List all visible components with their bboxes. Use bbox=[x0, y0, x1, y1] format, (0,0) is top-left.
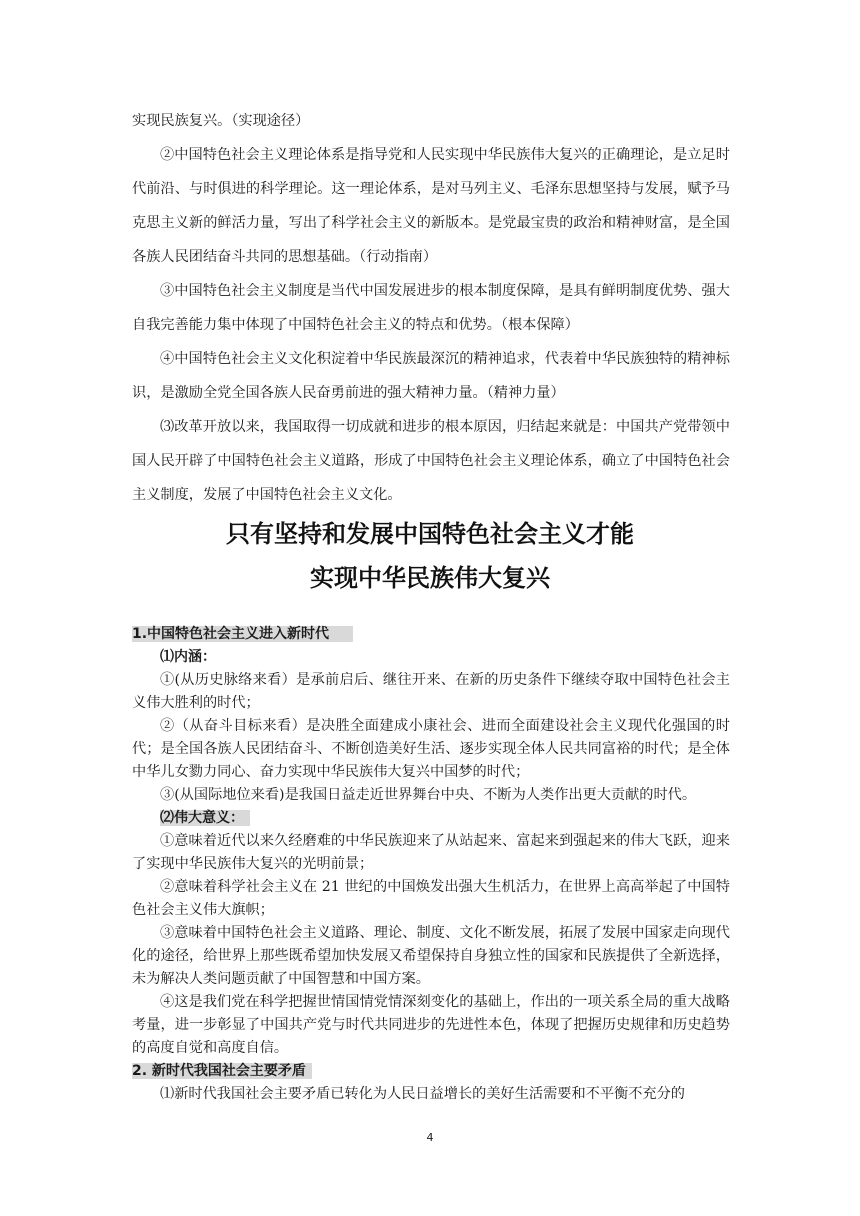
connotation-item-2: ②（从奋斗目标来看）是决胜全面建成小康社会、进而全面建设社会主义现代化强国的时代；是全国各族人民团结奋斗、不断创造美好生活、逐步实现全体人民共同富裕的时代；是全体中华儿女勠力同心、奋力实现中华民族伟大复兴中国梦的时代； bbox=[132, 718, 730, 780]
paragraph-continuation: 实现民族复兴。（实现途径） bbox=[132, 113, 310, 129]
paragraph-culture: ④中国特色社会主义文化积淀着中华民族最深沉的精神追求，代表着中华民族独特的精神标识，是激励全党全国各族人民奋勇前进的强大精神力量。（精神力量） bbox=[132, 351, 730, 401]
significance-item-4: ④这是我们党在科学把握世情国情党情深刻变化的基础上，作出的一项关系全局的重大战略考量，进一步彰显了中国共产党与时代共同进步的先进性本色，体现了把握历史规律和历史趋势的高度自觉和高度自信。 bbox=[132, 994, 730, 1056]
connotation-item-1: ①(从历史脉络来看）是承前启后、继往开来、在新的历史条件下继续夺取中国特色社会主义伟大胜利的时代； bbox=[132, 672, 730, 711]
connotation-item-3: ③(从国际地位来看)是我国日益走近世界舞台中央、不断为人类作出更大贡献的时代。 bbox=[160, 787, 697, 803]
significance-item-2: ②意味着科学社会主义在 21 世纪的中国焕发出强大生机活力，在世界上高高举起了中国特色社会主义伟大旗帜； bbox=[132, 879, 730, 918]
page-number: 4 bbox=[426, 1131, 434, 1144]
paragraph-reform-opening: ⑶改革开放以来，我国取得一切成就和进步的根本原因，归结起来就是：中国共产党带领中国人民开辟了中国特色社会主义道路，形成了中国特色社会主义理论体系，确立了中国特色社会主义制度，发展了中国特色社会主义文化。 bbox=[132, 419, 730, 503]
top-section bbox=[132, 104, 730, 512]
heading-main-contradiction: 2. 新时代我国社会主要矛盾 bbox=[132, 1063, 312, 1079]
section-1 bbox=[132, 623, 730, 1106]
significance-item-1: ①意味着近代以来久经磨难的中华民族迎来了从站起来、富起来到强起来的伟大飞跃，迎来了实现中华民族伟大复兴的光明前景； bbox=[132, 833, 730, 872]
contradiction-item-1: ⑴新时代我国社会主要矛盾已转化为人民日益增长的美好生活需要和不平衡不充分的 bbox=[160, 1086, 685, 1102]
paragraph-theory-system: ②中国特色社会主义理论体系是指导党和人民实现中华民族伟大复兴的正确理论，是立足时代前沿、与时俱进的科学理论。这一理论体系，是对马列主义、毛泽东思想坚持与发展，赋予马克思主义新的鲜活力量，写出了科学社会主义的新版本。是党最宝贵的政治和精神财富，是全国各族人民团结奋斗共同的思想基础。（行动指南） bbox=[132, 147, 730, 265]
heading-new-era: 1.中国特色社会主义进入新时代 bbox=[132, 626, 353, 642]
section-title-line-1: 只有坚持和发展中国特色社会主义才能 bbox=[226, 520, 634, 548]
subheading-connotation: ⑴内涵： bbox=[160, 649, 216, 665]
paragraph-institution: ③中国特色社会主义制度是当代中国发展进步的根本制度保障，是具有鲜明制度优势、强大自我完善能力集中体现了中国特色社会主义的特点和优势。（根本保障） bbox=[132, 283, 730, 333]
section-title-line-2: 实现中华民族伟大复兴 bbox=[310, 564, 550, 592]
subheading-significance: ⑵伟大意义： bbox=[160, 810, 250, 826]
significance-item-3: ③意味着中国特色社会主义道路、理论、制度、文化不断发展，拓展了发展中国家走向现代化的途径，给世界上那些既希望加快发展又希望保持自身独立性的国家和民族提供了全新选择，未为解决人类问题贡献了中国智慧和中国方案。 bbox=[132, 925, 730, 987]
